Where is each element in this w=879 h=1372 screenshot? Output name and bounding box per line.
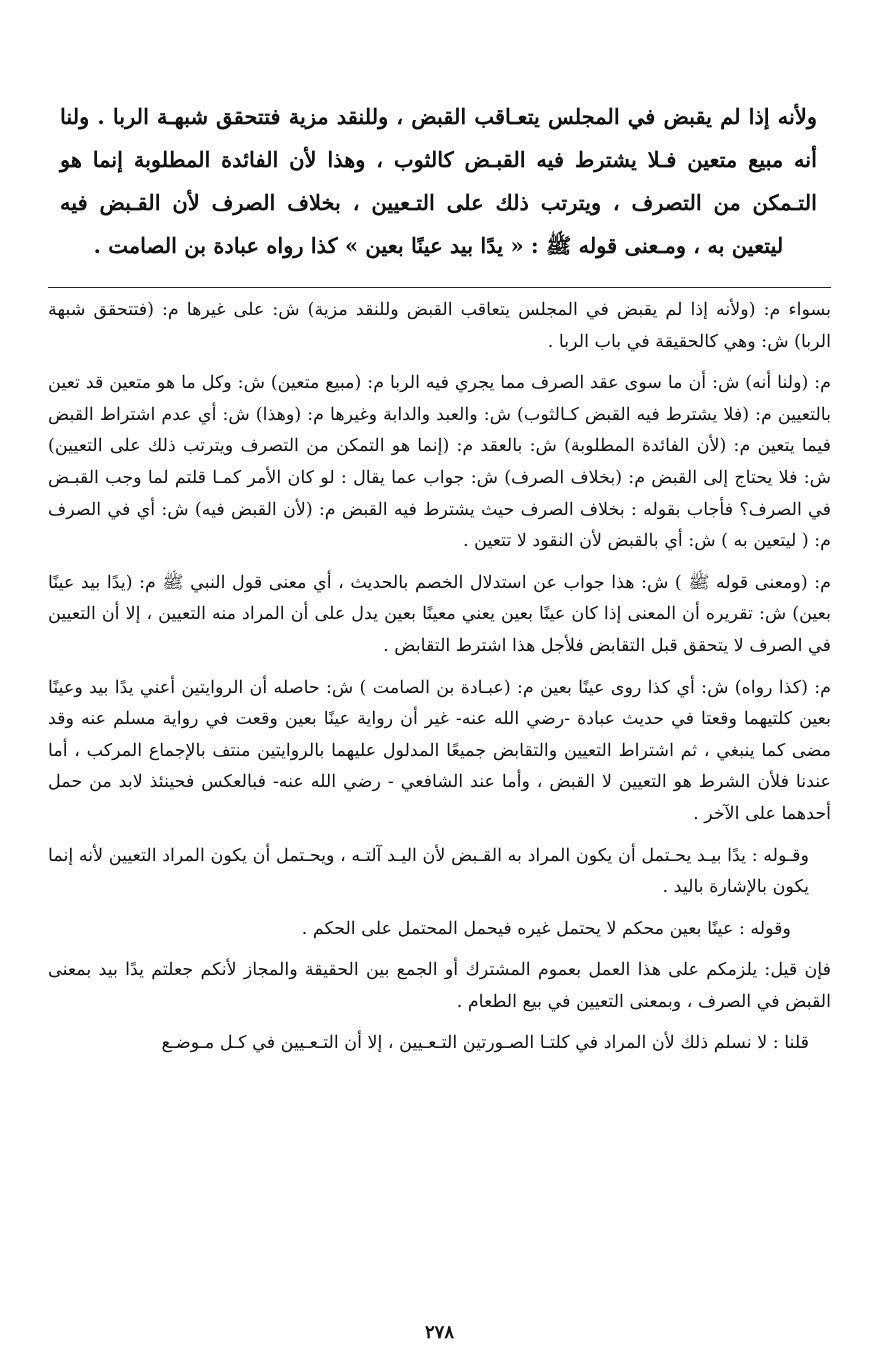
page-number: ٢٧٨: [424, 1322, 454, 1343]
footnote-separator-line: [48, 287, 831, 288]
commentary-paragraph-1: بسواء م: (ولأنه إذا لم يقبض في المجلس يتعاقب القبض وللنقد مزية) ش: على غيرها م: (فتتحقق شبهة الربا) ش: وهي كالحقيقة في باب الربا .: [48, 300, 831, 352]
commentary-block: [48, 295, 831, 1070]
commentary-paragraph-8: قلنا : لا نسلم ذلك لأن المراد في كلتـا الصـورتين التـعـيين ، إلا أن التـعـيين في كـل مـوضـع: [161, 1033, 809, 1054]
commentary-paragraph-4: م: (كذا رواه) ش: أي كذا روى عينًا بعين م: (عبـادة بن الصامت ) ش: حاصله أن الروايتين أعني يدًا بيد وعينًا بعين كلتيهما وقعتا في حديث عبادة -رضي الله عنه- غير أن رواية عينًا بعين وقعت في رواية مسلم عنه وقد مضى كما ينبغي ، ثم اشتراط التعيين والتقابض جميعًا المدلول عليهما بالروايتين منتف بالإجماع المركب ، أما عندنا فلأن الشرط هو التعيين لا القبض ، وأما عند الشافعي - رضي الله عنه- فبالعكس فحينئذ لابد من حمل أحدهما على الآخر .: [48, 677, 831, 824]
commentary-paragraph-5: وقـوله : يدًا بيـد يحـتمل أن يكون المراد به القـبض لأن اليـد آلتـه ، ويحـتمل أن يكون المراد التعيين لأنه إنما يكون بالإشارة باليد .: [48, 845, 809, 898]
main-text-paragraph: ولأنه إذا لم يقبض في المجلس يتعـاقب القبض ، وللنقد مزية فتتحقق شبهـة الربا . ولنا أنه مبيع متعين فـلا يشترط فيه القبـض كالثوب ، وهذا لأن الفائدة المطلوبة إنما هو التـمكن من التصرف ، ويترتب ذلك على التـعيين ، بخلاف الصرف لأن القـبض فيه ليتعين به ، ومـعنى قوله ﷺ : « يدًا بيد عينًا بعين » كذا رواه عبادة بن الصامت .: [60, 104, 817, 258]
commentary-paragraph-2: م: (ولنا أنه) ش: أن ما سوى عقد الصرف مما يجري فيه الربا م: (مبيع متعين) ش: وكل ما هو متعين قد تعين بالتعيين م: (فلا يشترط فيه القبض كـالثوب) ش: والعبد والدابة وغيرها م: (وهذا) ش: أي عدم اشتراط القبض فيما يتعين م: (لأن الفائدة المطلوبة) ش: بالعقد م: (إنما هو التمكن من التصرف ويترتب ذلك على التعيين) ش: فلا يحتاج إلى القبض م: (بخلاف الصرف) ش: جواب عما يقال : لو كان الأمر كمـا قلتم لما وجب القبـض في الصرف؟ فأجاب بقوله : بخلاف الصرف حيث يشترط فيه القبض م: (لأن القبض فيه) ش: أي في الصرف م: ( ليتعين به ) ش: أي بالقبض لأن النقود لا تتعين .: [48, 373, 831, 552]
main-text-block: [60, 95, 817, 267]
commentary-paragraph-7: فإن قيل: يلزمكم على هذا العمل بعموم المشترك أو الجمع بين الحقيقة والمجاز لأنكم جعلتم يدًا بيد بمعنى القبض في الصرف ، وبمعنى التعيين في بيع الطعام .: [48, 960, 831, 1012]
commentary-paragraph-3: م: (ومعنى قوله ﷺ ) ش: هذا جواب عن استدلال الخصم بالحديث ، أي معنى قول النبي ﷺ م: (يدًا بيد عينًا بعين) ش: تقريره أن المعنى إذا كان عينًا بعين يعني معينًا بعين يدل على أن المراد منه التعيين ، إلا أن التعيين في الصرف لا يتحقق قبل التقابض فلأجل هذا اشترط التقابض .: [48, 572, 831, 656]
commentary-paragraph-6: وقوله : عينًا بعين محكم لا يحتمل غيره فيحمل المحتمل على الحكم .: [301, 918, 791, 939]
